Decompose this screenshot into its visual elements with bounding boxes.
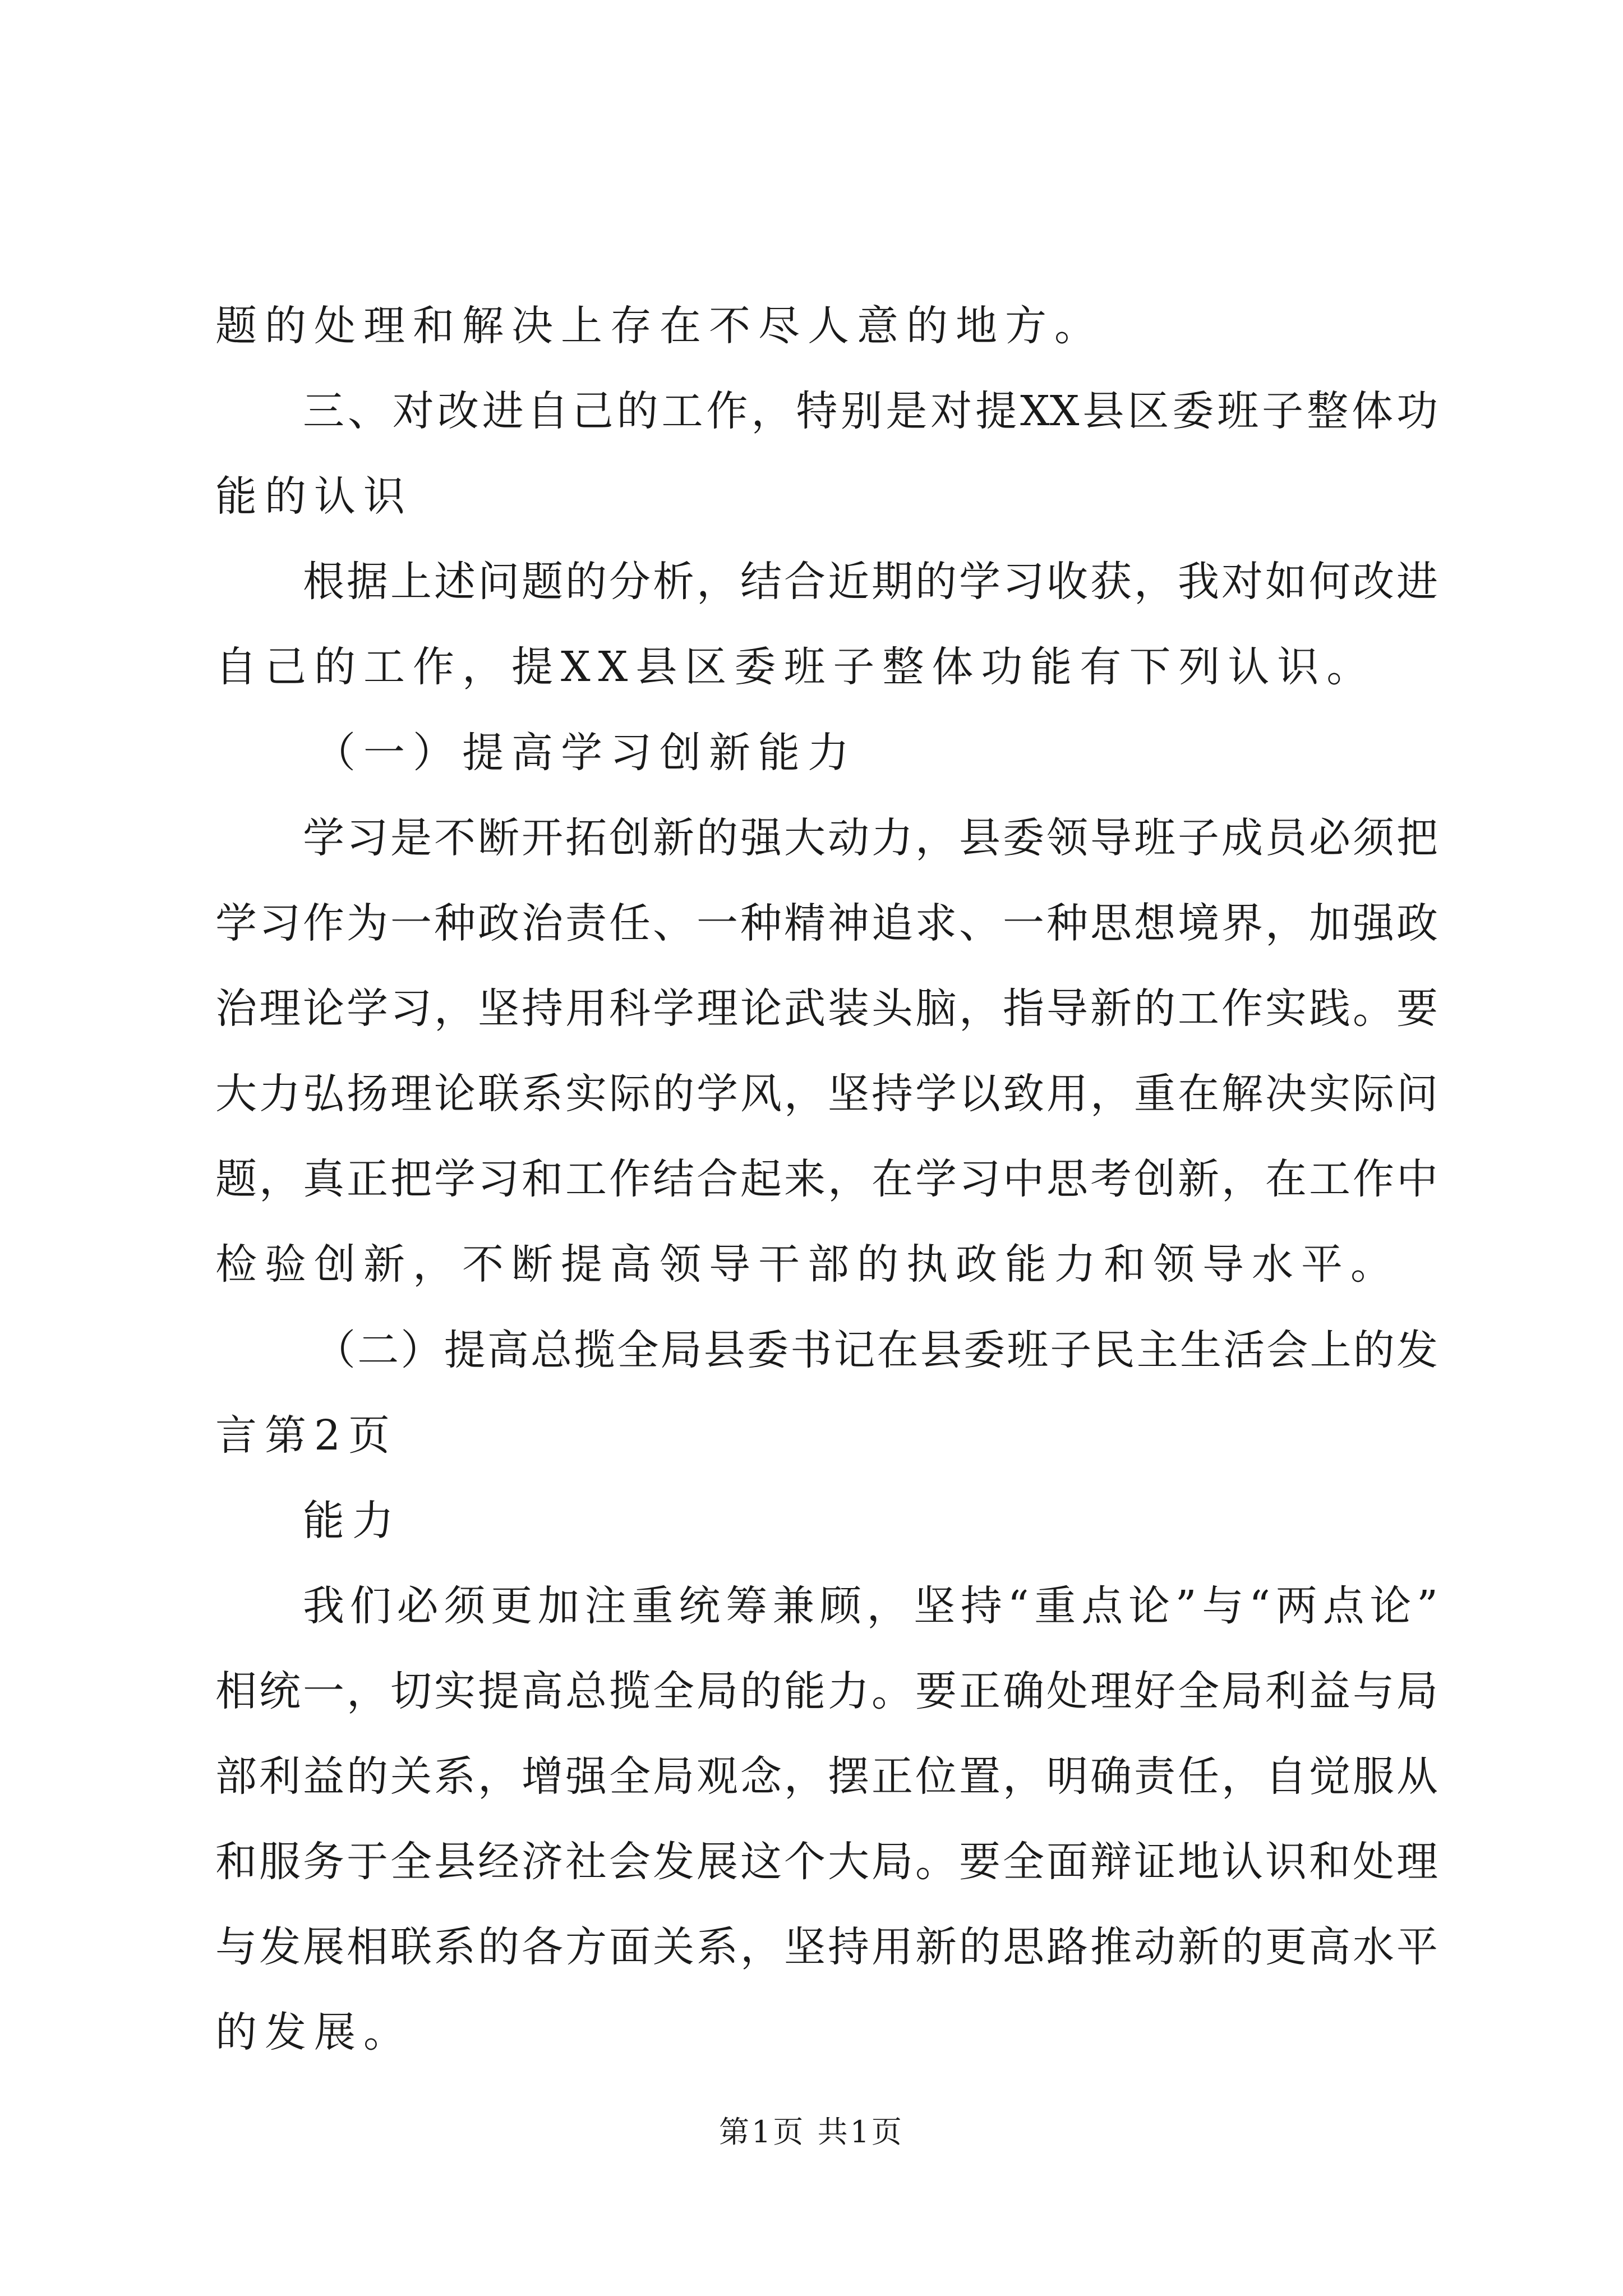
text-line: 检验创新，不断提高领导干部的执政能力和领导水平。 xyxy=(215,1240,1400,1289)
text-line: 的发展。 xyxy=(215,2008,413,2056)
text-line: 学习作为一种政治责任、一种精神追求、一种思想境界，加强政 xyxy=(215,899,1438,947)
text-line: 治理论学习，坚持用科学理论武装头脑，指导新的工作实践。要 xyxy=(215,984,1438,1033)
subheading-2: （二）提高总揽全局县委书记在县委班子民主生活会上的发 xyxy=(314,1326,1438,1374)
text-line: 与发展相联系的各方面关系，坚持用新的思路推动新的更高水平 xyxy=(215,1923,1438,1971)
subheading-2-cont: 言第2页 xyxy=(215,1411,398,1460)
text-line: 相统一，切实提高总揽全局的能力。要正确处理好全局利益与局 xyxy=(215,1667,1438,1715)
text-line: 和服务于全县经济社会发展这个大局。要全面辩证地认识和处理 xyxy=(215,1838,1438,1886)
text-line: 学习是不断开拓创新的强大动力，县委领导班子成员必须把 xyxy=(303,814,1438,862)
page-number-footer: 第1页 共1页 xyxy=(719,2114,904,2150)
subheading-1: （一）提高学习创新能力 xyxy=(314,729,857,777)
text-line: 我们必须更加注重统筹兼顾，坚持“重点论”与“两点论” xyxy=(303,1582,1438,1630)
text-line: 根据上述问题的分析，结合近期的学习收获，我对如何改进 xyxy=(303,558,1438,606)
text-line: 能力 xyxy=(303,1497,402,1545)
text-line: 部利益的关系，增强全局观念，摆正位置，明确责任，自觉服从 xyxy=(215,1752,1438,1801)
text-line: 大力弘扬理论联系实际的学风，坚持学以致用，重在解决实际问 xyxy=(215,1070,1438,1118)
text-line: 题的处理和解决上存在不尽人意的地方。 xyxy=(215,302,1104,350)
section-heading-3-cont: 能的认识 xyxy=(215,472,413,521)
section-heading-3: 三、对改进自己的工作，特别是对提XX县区委班子整体功 xyxy=(303,387,1438,435)
text-line: 自己的工作，提XX县区委班子整体功能有下列认识。 xyxy=(215,643,1376,691)
text-line: 题，真正把学习和工作结合起来，在学习中思考创新，在工作中 xyxy=(215,1155,1438,1203)
